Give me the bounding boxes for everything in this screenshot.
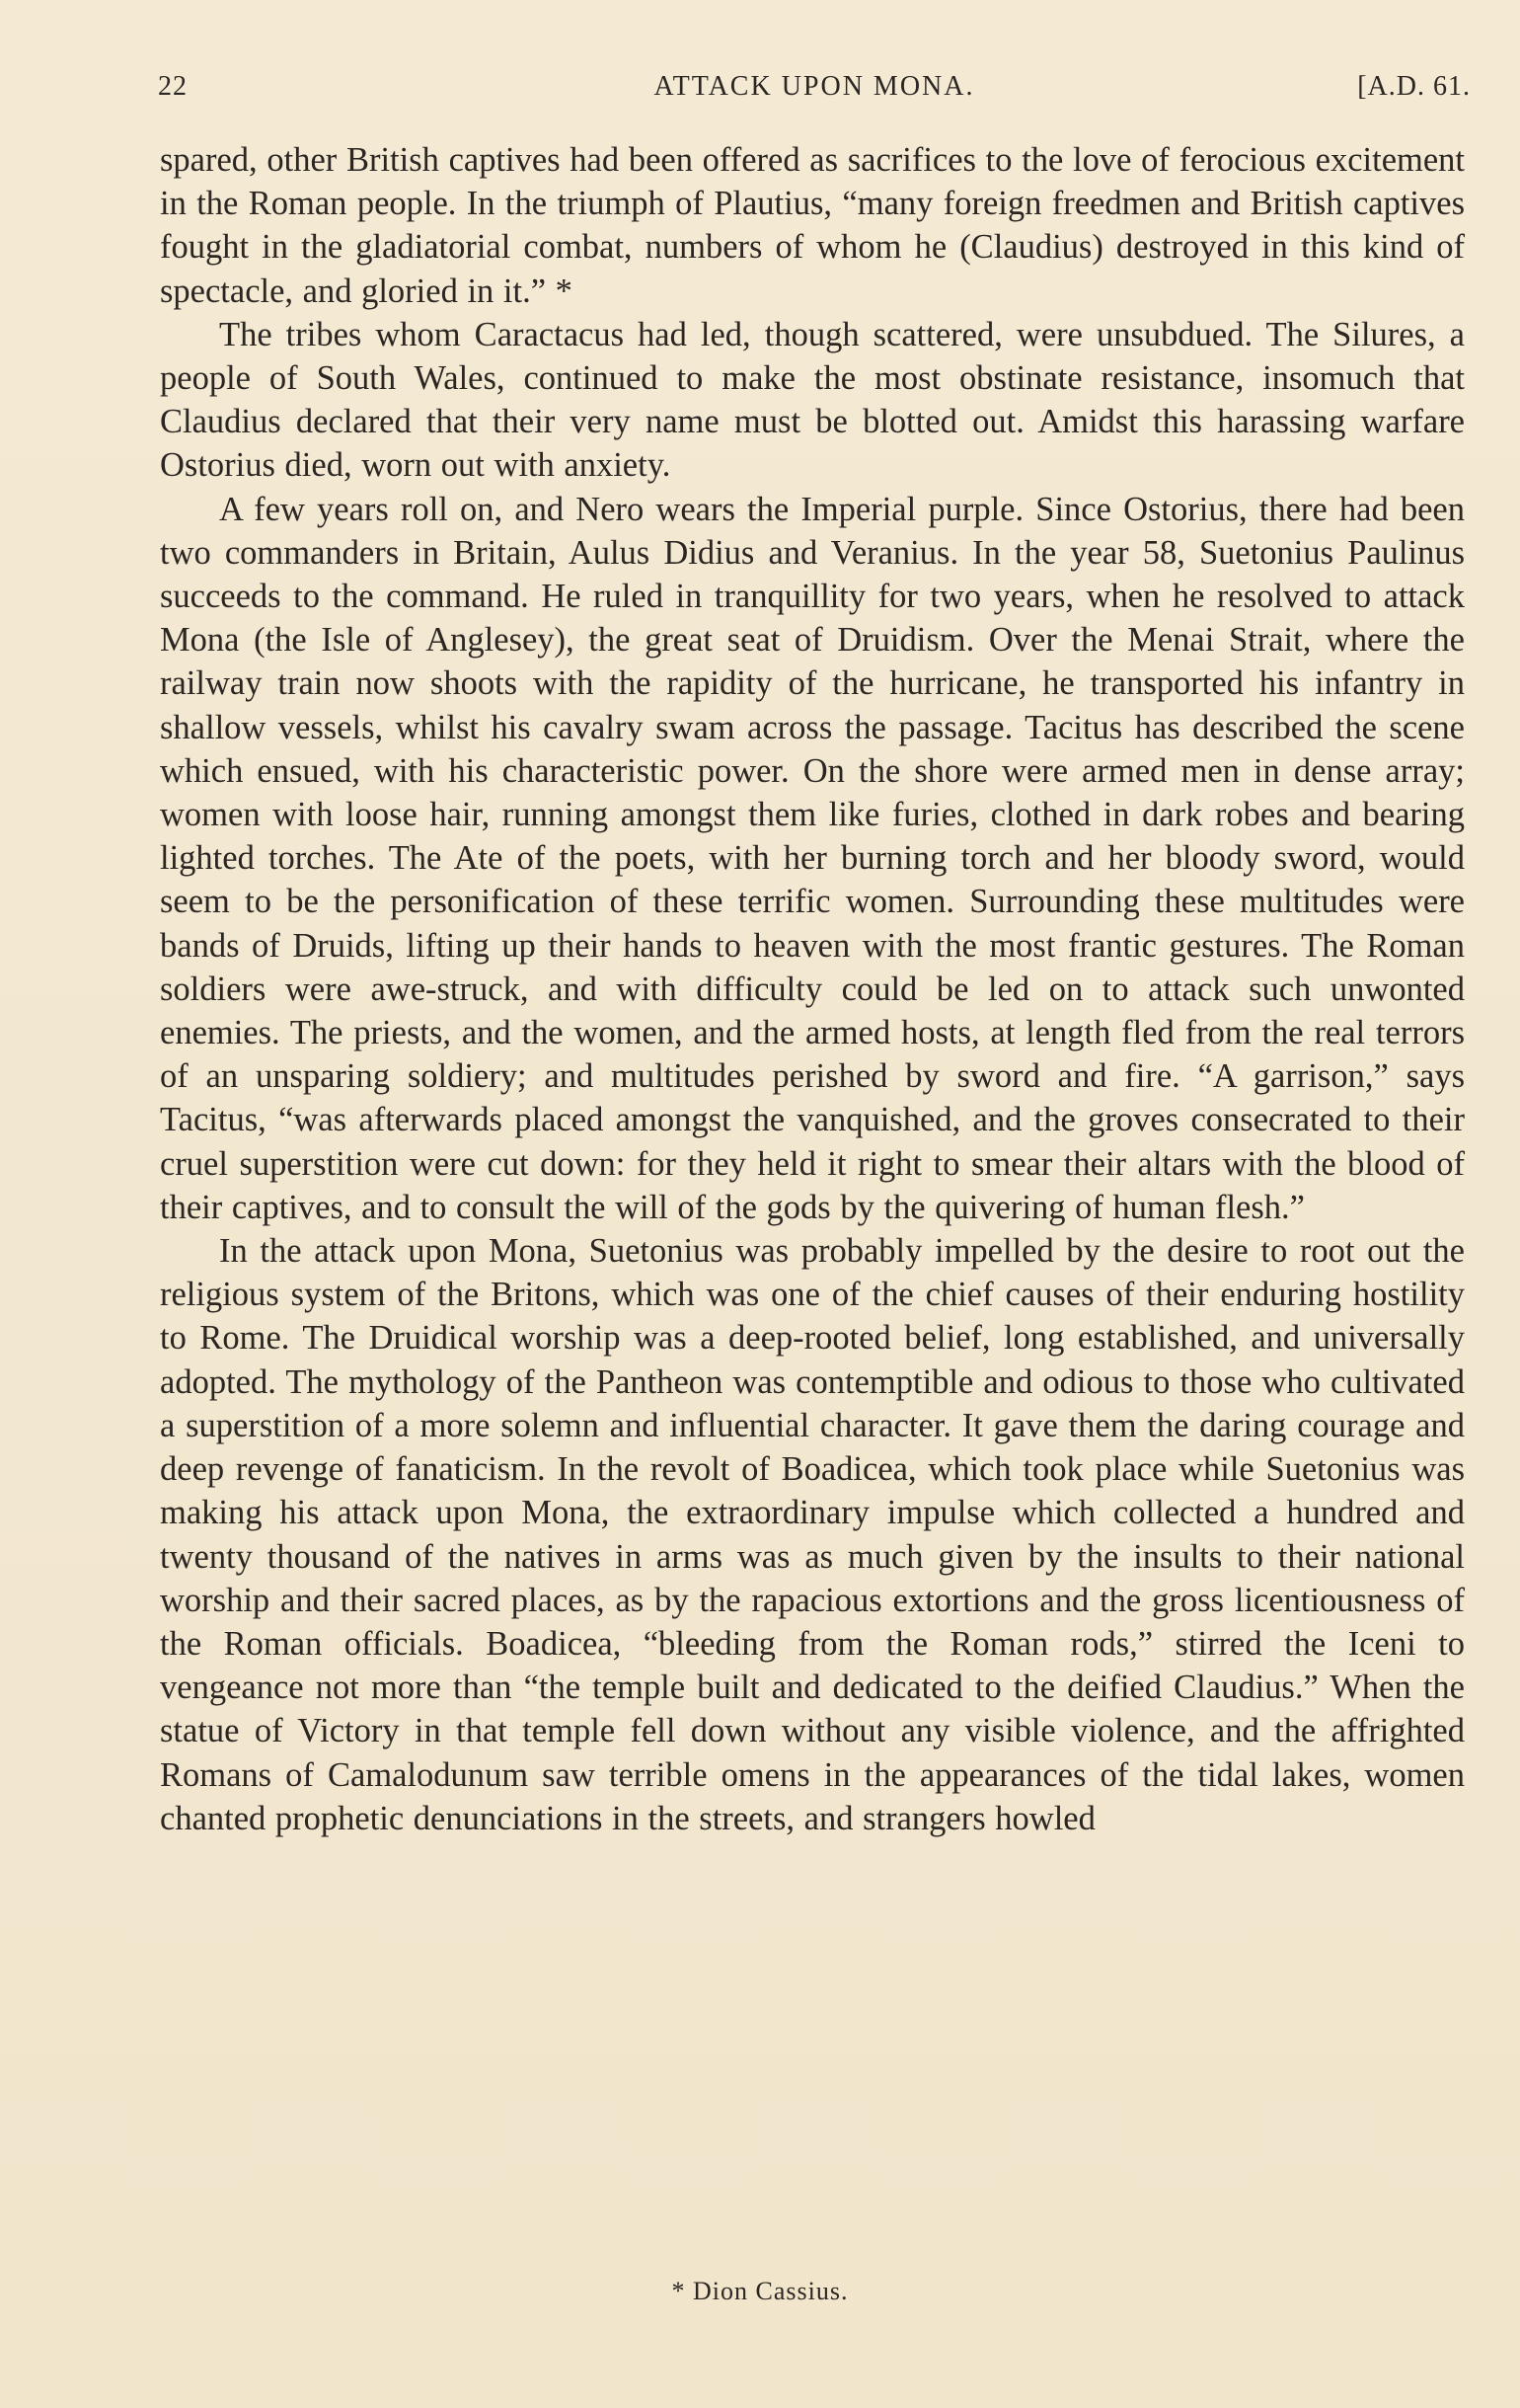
paragraph-druidical-worship: In the attack upon Mona, Suetonius was probably impelled by the desire to root out the religious system of the Britons, which was one of the chief causes of their enduring hostility to Rome. The Druidical worship was a deep-rooted belief, long established, and universally adopted. The mythology of the Pantheon was contemptible and odious to those who cultivated a superstition of a more solemn and influential character. It gave them the daring courage and deep revenge of fanaticism. In the revolt of Boadicea, which took place while Suetonius was making his attack upon Mona, the extraordinary impulse which collected a hundred and twenty thousand of the natives in arms was as much given by the insults to their national worship and their sacred places, as by the rapacious extortions and the gross licentiousness of the Roman officials. Boadicea, “bleeding from the Roman rods,” stirred the Iceni to vengeance not more than “the temple built and dedicated to the deified Claudius.” When the statue of Victory in that temple fell down without any visible violence, and the affrighted Romans of Camalodunum saw terrible omens in the appearances of the tidal lakes, women chanted prophetic denunciations in the streets, and strangers howled [160, 1232, 1465, 1837]
paragraph-silures: The tribes whom Caractacus had led, though scattered, were unsubdued. The Silures, a people of South Wales, continued to make the most obstinate resistance, insomuch that Claudius declared that their very name must be blotted out. Amidst this harassing warfare Ostorius died, worn out with anxiety. [160, 315, 1465, 485]
body-text [160, 138, 1465, 1840]
running-title: ATTACK UPON MONA. [653, 71, 975, 102]
page-number: 22 [158, 71, 188, 102]
running-date: [A.D. 61. [1357, 71, 1471, 102]
paragraph-mona-attack: A few years roll on, and Nero wears the Imperial purple. Since Ostorius, there had been two commanders in Britain, Aulus Didius and Veranius. In the year 58, Suetonius Paulinus succeeds to the command. He ruled in tranquillity for two years, when he resolved to attack Mona (the Isle of Anglesey), the great seat of Druidism. Over the Menai Strait, where the railway train now shoots with the rapidity of the hurricane, he transported his infantry in shallow vessels, whilst his cavalry swam across the passage. Tacitus has described the scene which ensued, with his characteristic power. On the shore were armed men in dense array; women with loose hair, running amongst them like furies, clothed in dark robes and bearing lighted torches. The Ate of the poets, with her burning torch and her bloody sword, would seem to be the personification of these terrific women. Surrounding these multitudes were bands of Druids, lifting up their hands to heaven with the most frantic gestures. The Roman soldiers were awe-struck, and with difficulty could be led on to attack such unwonted enemies. The priests, and the women, and the armed hosts, at length fled from the real terrors of an unsparing soldiery; and multitudes perished by sword and fire. “A garrison,” says Tacitus, “was afterwards placed amongst the vanquished, and the groves consecrated to their cruel superstition were cut down: for they held it right to smear their altars with the blood of their captives, and to consult the will of the gods by the quivering of human flesh.” [160, 490, 1465, 1226]
footnote: * Dion Cassius. [671, 2277, 849, 2305]
paragraph-continued: spared, other British captives had been offered as sacrifices to the love of ferocious excitement in the Roman people. In the triumph of Plautius, “many foreign freedmen and British captives fought in the gladiatorial combat, numbers of whom he (Claudius) destroyed in this kind of spectacle, and gloried in it.” * [160, 141, 1465, 310]
running-head [158, 71, 1471, 111]
